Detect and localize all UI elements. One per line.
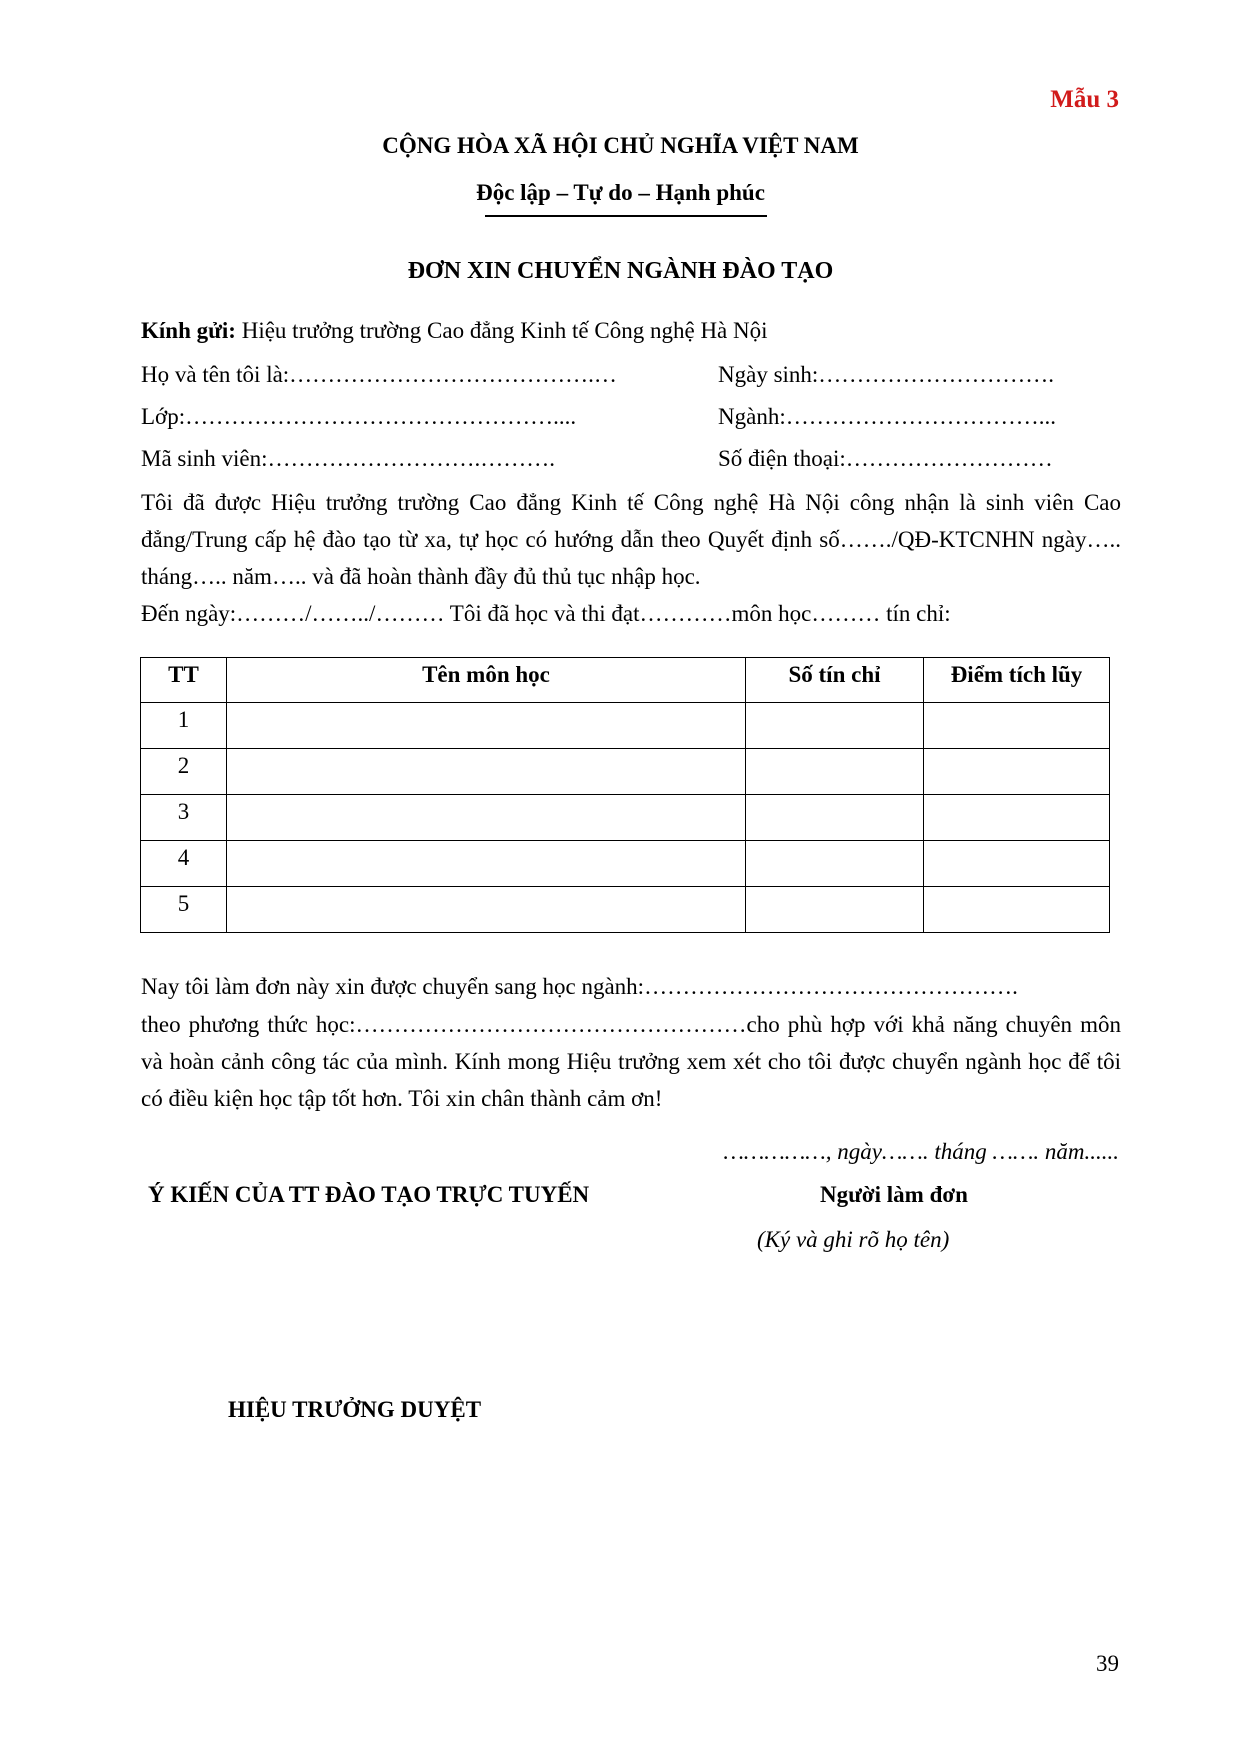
score-cell [924,841,1110,887]
score-cell [924,749,1110,795]
admission-paragraph: Tôi đã được Hiệu trưởng trường Cao đẳng Kinh tế Công nghệ Hà Nội công nhận là sinh viên Cao đẳng/Trung cấp hệ đào tạo từ xa, tự học có hướng dẫn theo Quyết định số……./QĐ-KTCNHN ngày….. tháng….. năm….. và đã hoàn thành đầy đủ thủ tục nhập học. [141,490,1121,589]
recipient-value: Hiệu trưởng trường Cao đẳng Kinh tế Công nghệ Hà Nội [235,318,768,343]
row-number: 3 [141,795,227,841]
score-cell [924,887,1110,933]
score-cell [924,703,1110,749]
table-row [141,887,1110,933]
subject-cell [227,887,746,933]
national-motto: Độc lập – Tự do – Hạnh phúc [476,180,765,205]
header-credits: Số tín chỉ [746,658,924,703]
row-number: 5 [141,887,227,933]
subject-cell [227,841,746,887]
national-title: CỘNG HÒA XÃ HỘI CHỦ NGHĨA VIỆT NAM [382,133,859,158]
table-row [141,749,1110,795]
credits-summary-line: Đến ngày:………/……../……… Tôi đã học và thi đạt…………môn học……… tín chỉ: [141,601,951,626]
class-field: Lớp:………………………………………….... [141,404,577,429]
recipient-line [141,318,768,344]
credits-cell [746,749,924,795]
sign-note: (Ký và ghi rõ họ tên) [757,1227,950,1252]
full-name-field: Họ và tên tôi là:………………………………….… [141,362,617,387]
recipient-label: Kính gửi: [141,318,236,343]
grades-table [140,657,1110,933]
phone-field: Số điện thoại:……………………… [718,446,1053,471]
transfer-request-paragraph: theo phương thức học:……………………………………………cho phù hợp với khả năng chuyên môn và hoàn cảnh công tác của mình. Kính mong Hiệu trưởng xem xét cho tôi được chuyển ngành học để tôi có điều kiện học tập tốt hơn. Tôi xin chân thành cảm ơn! [141,1012,1121,1111]
student-id-field: Mã sinh viên:……………………….………. [141,446,555,471]
row-number: 2 [141,749,227,795]
subject-cell [227,749,746,795]
form-code: Mẫu 3 [1050,86,1119,113]
principal-approval-label: HIỆU TRƯỞNG DUYỆT [228,1397,482,1422]
subject-cell [227,795,746,841]
transfer-request-line: Nay tôi làm đơn này xin được chuyển sang học ngành:…………………………………………. [141,974,1018,999]
header-tt: TT [141,658,227,703]
table-row [141,841,1110,887]
birth-date-field: Ngày sinh:…………………………. [718,362,1055,387]
subject-cell [227,703,746,749]
header-score: Điểm tích lũy [924,658,1110,703]
signature-date-line: ……………, ngày……. tháng ……. năm...... [723,1139,1119,1164]
document-title: ĐƠN XIN CHUYỂN NGÀNH ĐÀO TẠO [407,258,834,284]
row-number: 4 [141,841,227,887]
credits-cell [746,841,924,887]
row-number: 1 [141,703,227,749]
header-subject: Tên môn học [227,658,746,703]
page-number: 39 [1096,1651,1119,1676]
score-cell [924,795,1110,841]
table-row [141,703,1110,749]
applicant-label: Người làm đơn [820,1182,968,1207]
motto-underline [485,215,767,217]
credits-cell [746,795,924,841]
table-header-row [141,658,1110,703]
credits-cell [746,887,924,933]
major-field: Ngành:……………………………... [718,404,1056,429]
credits-cell [746,703,924,749]
training-center-opinion-label: Ý KIẾN CỦA TT ĐÀO TẠO TRỰC TUYẾN [148,1182,590,1207]
table-row [141,795,1110,841]
